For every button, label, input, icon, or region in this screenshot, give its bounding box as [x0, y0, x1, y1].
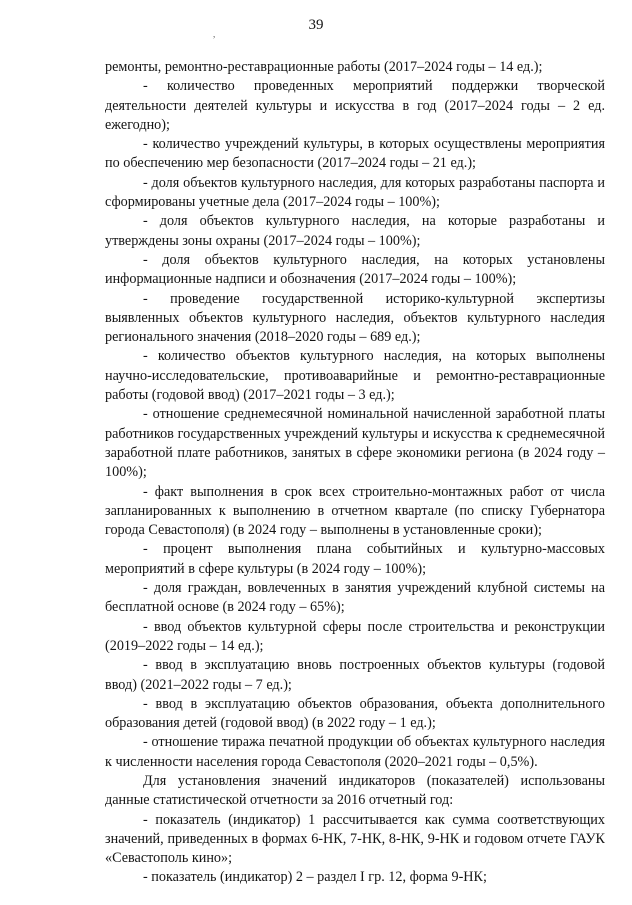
- paragraph: - отношение среднемесячной номинальной начисленной заработной платы работников государственных учреждений культуры и искусства к среднемесячной заработной плате работников, занятых в сфере экономики региона (в 2024 году – 100%);: [105, 406, 605, 481]
- paragraph: - доля объектов культурного наследия, на которых установлены информационные надписи и обозначения (2017–2024 годы – 100%);: [105, 251, 605, 288]
- paragraph: - ввод объектов культурной сферы после строительства и реконструкции (2019–2022 годы – 14 ед.);: [105, 618, 605, 654]
- paragraph: - ввод в эксплуатацию объектов образования, объекта дополнительного образования детей (годовой ввод) (в 2022 году – 1 ед.);: [105, 695, 605, 732]
- paragraph: - показатель (индикатор) 1 рассчитывается как сумма соответствующих значений, приведенных в формах 6-НК, 7-НК, 8-НК, 9-НК и годовом отчете ГАУК «Севастополь кино»;: [105, 811, 605, 867]
- paragraph: - количество учреждений культуры, в которых осуществлены мероприятия по обеспечению мер безопасности (2017–2024 годы – 21 ед.);: [105, 136, 605, 172]
- paragraph: - факт выполнения в срок всех строительно-монтажных работ от числа запланированных к выполнению в отчетном квартале (по списку Губернатора города Севастополя) (в 2024 году – выполнены в установленные сроки);: [105, 483, 605, 539]
- paragraph: - количество проведенных мероприятий поддержки творческой деятельности деятелей культуры и искусства в год (2017–2024 годы – 2 ед. ежегодно);: [105, 78, 605, 133]
- paragraph: ремонты, ремонтно-реставрационные работы (2017–2024 годы – 14 ед.);: [105, 59, 543, 75]
- paragraph: - количество объектов культурного наследия, на которых выполнены научно-исследовательские, противоаварийные и ремонтно-реставрационные работы (годовой ввод) (2017–2021 годы – 3 ед.);: [105, 348, 605, 404]
- paragraph: - ввод в эксплуатацию вновь построенных объектов культуры (годовой ввод) (2021–2022 годы – 7 ед.);: [105, 657, 605, 693]
- paragraph: - доля объектов культурного наследия, на которые разработаны и утверждены зоны охраны (2017–2024 годы – 100%);: [105, 213, 605, 249]
- paragraph: - проведение государственной историко-культурной экспертизы выявленных объектов культурного наследия, объектов культурного наследия регионального значения (2018–2020 годы – 689 ед.);: [105, 290, 605, 346]
- document-body: [105, 58, 605, 888]
- paragraph: - процент выполнения плана событийных и культурно-массовых мероприятий в сфере культуры (в 2024 году – 100%);: [105, 541, 605, 577]
- paragraph: Для установления значений индикаторов (показателей) использованы данные статистической отчетности за 2016 отчетный год:: [105, 772, 605, 809]
- paragraph: - отношение тиража печатной продукции об объектах культурного наследия к численности населения города Севастополя (2020–2021 годы – 0,5%).: [105, 734, 605, 770]
- paragraph: - показатель (индикатор) 2 – раздел I гр. 12, форма 9-НК;: [143, 869, 487, 886]
- scan-mark: ,: [213, 29, 216, 39]
- page-number: 39: [308, 17, 324, 33]
- paragraph: - доля объектов культурного наследия, для которых разработаны паспорта и сформированы учетные дела (2017–2024 годы – 100%);: [105, 174, 605, 211]
- paragraph: - доля граждан, вовлеченных в занятия учреждений клубной системы на бесплатной основе (в 2024 году – 65%);: [105, 580, 605, 616]
